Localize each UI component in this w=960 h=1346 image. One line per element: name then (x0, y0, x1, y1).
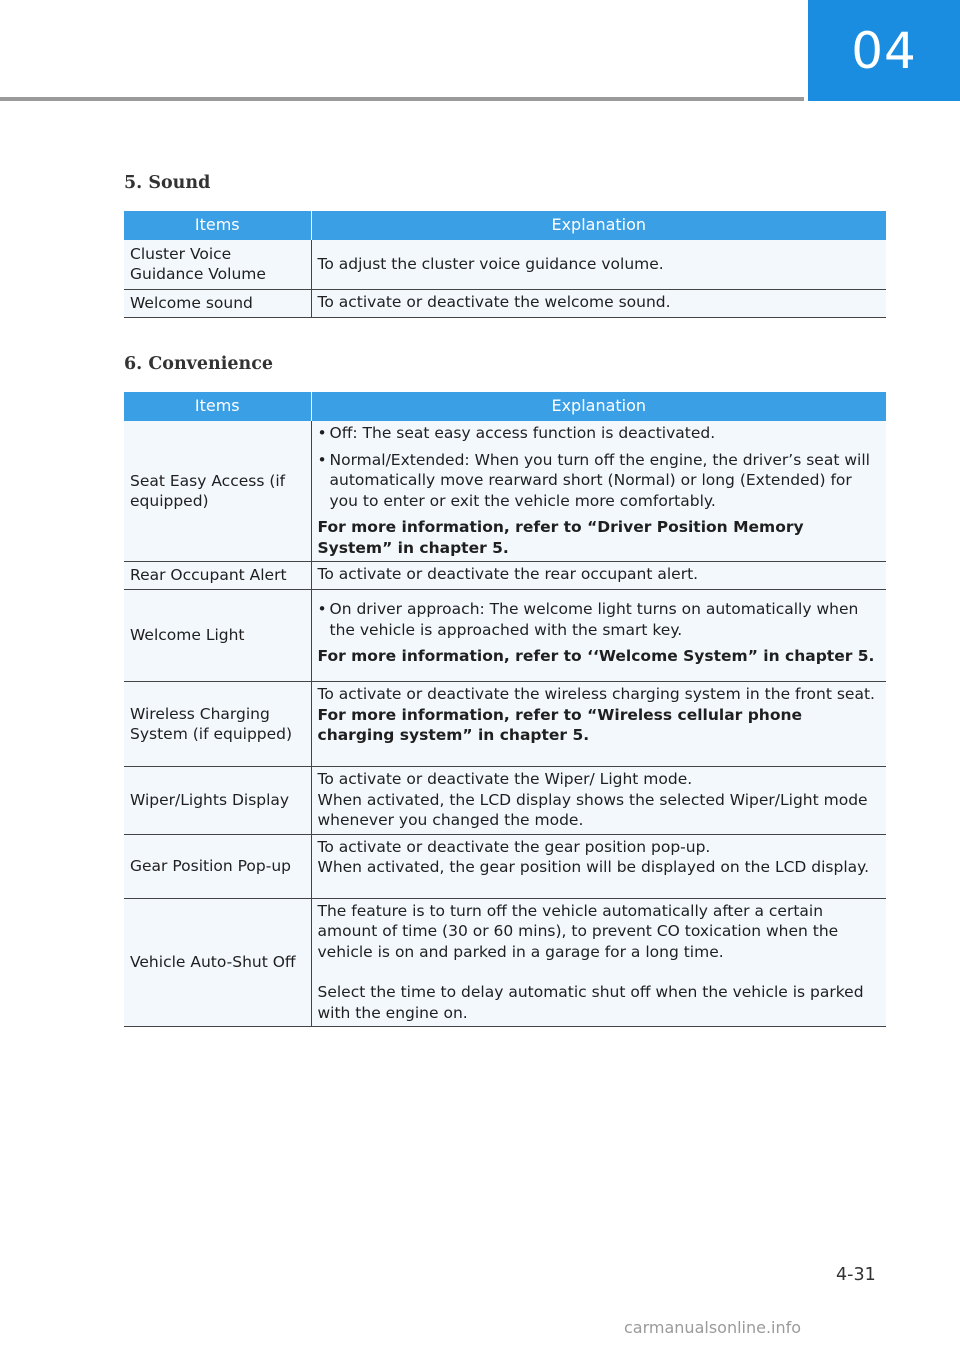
table-row (124, 898, 886, 1027)
item-wiper-lights-display: Wiper/Lights Display (124, 767, 311, 835)
bullet-item (318, 599, 881, 640)
table-row (124, 767, 886, 835)
convenience-table (124, 392, 886, 1027)
explanation-rear-occupant-alert: To activate or deactivate the rear occupant alert. (311, 562, 886, 590)
explanation-wireless-charging (311, 682, 886, 767)
table-header-row (124, 392, 886, 421)
reference-note: For more information, refer to “Driver Position Memory System” in chapter 5. (317, 518, 804, 557)
explanation-line: When activated, the LCD display shows the selected Wiper/Light mode whenever you changed the mode. (317, 790, 868, 829)
bullet-icon: • (317, 424, 327, 442)
sound-table (124, 211, 886, 318)
item-cluster-voice-guidance-volume: Cluster Voice Guidance Volume (124, 240, 311, 289)
section-title-convenience: 6. Convenience (124, 354, 274, 374)
table-row (124, 421, 886, 562)
table-row (124, 240, 886, 289)
table-header-row (124, 211, 886, 240)
reference-note: For more information, refer to ‘‘Welcome System” in chapter 5. (317, 647, 875, 665)
bullet-item (318, 423, 881, 444)
bullet-item (318, 450, 881, 512)
item-welcome-sound: Welcome sound (124, 289, 311, 317)
explanation-cluster-voice-guidance-volume: To adjust the cluster voice guidance volume. (311, 240, 886, 289)
bullet-icon: • (317, 600, 327, 618)
item-wireless-charging: Wireless Charging System (if equipped) (124, 682, 311, 767)
explanation-gear-position-popup (311, 834, 886, 898)
table-row (124, 289, 886, 317)
explanation-line: To activate or deactivate the gear position pop-up. (317, 837, 711, 856)
item-rear-occupant-alert: Rear Occupant Alert (124, 562, 311, 590)
explanation-seat-easy-access (311, 421, 886, 562)
explanation-welcome-light (311, 590, 886, 682)
bullet-text: On driver approach: The welcome light turns on automatically when the vehicle is approached with the smart key. (329, 600, 859, 639)
chapter-tab (808, 0, 960, 101)
bullet-text: Off: The seat easy access function is deactivated. (329, 424, 716, 442)
column-header-items: Items (124, 392, 311, 421)
explanation-paragraph: Select the time to delay automatic shut off when the vehicle is parked with the engine on. (317, 983, 864, 1022)
header-rule (0, 97, 804, 101)
table-row (124, 834, 886, 898)
explanation-welcome-sound: To activate or deactivate the welcome sound. (311, 289, 886, 317)
table-row (124, 562, 886, 590)
column-header-explanation: Explanation (311, 211, 886, 240)
bullet-icon: • (317, 450, 327, 469)
column-header-items: Items (124, 211, 311, 240)
bullet-text: Normal/Extended: When you turn off the engine, the driver’s seat will automatically move rearward short (Normal) or long (Extended) for you to enter or exit the vehicle more comfortably. (329, 450, 870, 510)
reference-note: For more information, refer to “Wireless cellular phone charging system” in chapter 5. (317, 705, 803, 744)
explanation-text: To activate or deactivate the wireless charging system in the front seat. (317, 685, 875, 703)
table-row (124, 682, 886, 767)
section-title-sound: 5. Sound (124, 173, 211, 193)
item-gear-position-popup: Gear Position Pop-up (124, 834, 311, 898)
chapter-number: 04 (851, 21, 917, 80)
page-number: 4-31 (836, 1265, 876, 1285)
explanation-wiper-lights-display (311, 767, 886, 835)
explanation-line: To activate or deactivate the Wiper/ Light mode. (317, 770, 693, 788)
explanation-line: When activated, the gear position will be displayed on the LCD display. (317, 858, 870, 876)
item-vehicle-auto-shut-off: Vehicle Auto-Shut Off (124, 898, 311, 1027)
column-header-explanation: Explanation (311, 392, 886, 421)
item-seat-easy-access: Seat Easy Access (if equipped) (124, 421, 311, 562)
explanation-paragraph: The feature is to turn off the vehicle automatically after a certain amount of time (30 or 60 mins), to prevent CO toxication when the vehicle is on and parked in a garage for a long time. (317, 901, 839, 961)
table-row (124, 590, 886, 682)
explanation-vehicle-auto-shut-off (311, 898, 886, 1027)
watermark: carmanualsonline.info (624, 1318, 802, 1337)
item-welcome-light: Welcome Light (124, 590, 311, 682)
